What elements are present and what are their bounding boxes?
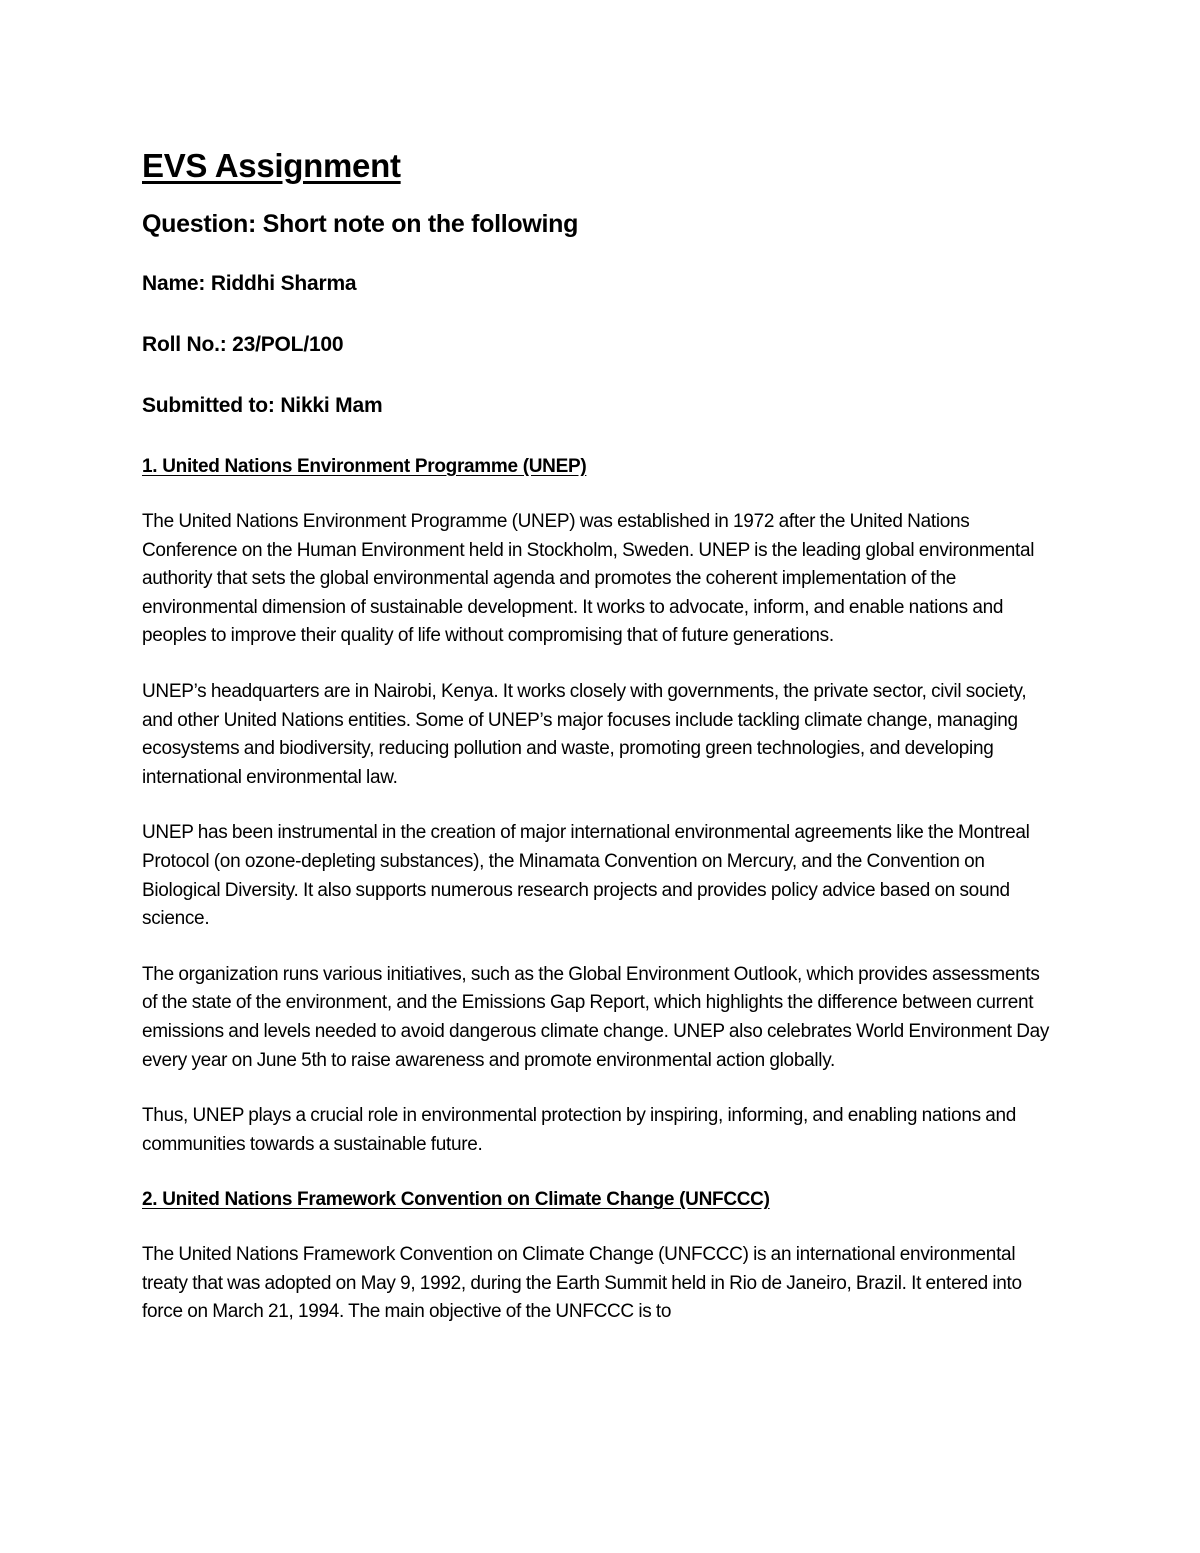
paragraph: The United Nations Framework Convention on Climate Change (UNFCCC) is an international environmental treaty that was adopted on May 9, 1992, during the Earth Summit held in Rio de Janeiro, Brazil. It entered into force on March 21, 1994. The main objective of the UNFCCC is to (142, 1244, 1022, 1323)
section-unfccc (142, 1186, 1057, 1327)
document-body (142, 146, 1057, 1327)
section-heading-unep: 1. United Nations Environment Programme (UNEP) (142, 456, 587, 477)
submitted-to: Submitted to: Nikki Mam (142, 394, 383, 417)
section-heading-unfccc: 2. United Nations Framework Convention on Climate Change (UNFCCC) (142, 1189, 770, 1211)
paragraph: UNEP’s headquarters are in Nairobi, Kenya. It works closely with governments, the private sector, civil society, and other United Nations entities. Some of UNEP’s major focuses include tackling climate change, managing ecosystems and biodiversity, reducing pollution and waste, promoting green technologies, and developing international environmental law. (142, 680, 1027, 788)
document-title: EVS Assignment (142, 147, 401, 184)
student-name: Name: Riddhi Sharma (142, 272, 357, 295)
question-line: Question: Short note on the following (142, 210, 579, 238)
paragraph: The United Nations Environment Programme (UNEP) was established in 1972 after the United Nations Conference on the Human Environment held in Stockholm, Sweden. UNEP is the leading global environmental authority that sets the global environmental agenda and promotes the coherent implementation of the environmental dimension of sustainable development. It works to advocate, inform, and enable nations and peoples to improve their quality of life without compromising that of future generations. (142, 511, 1035, 647)
paragraph: The organization runs various initiatives, such as the Global Environment Outlook, which provides assessments of the state of the environment, and the Emissions Gap Report, which highlights the difference between current emissions and levels needed to avoid dangerous climate change. UNEP also celebrates World Environment Day every year on June 5th to raise awareness and promote environmental action globally. (142, 963, 1050, 1071)
paragraph: UNEP has been instrumental in the creation of major international environmental agreements like the Montreal Protocol (on ozone-depleting substances), the Minamata Convention on Mercury, and the Convention on Biological Diversity. It also supports numerous research projects and provides policy advice based on sound science. (142, 822, 1030, 930)
paragraph: Thus, UNEP plays a crucial role in environmental protection by inspiring, informing, and enabling nations and communities towards a sustainable future. (142, 1105, 1017, 1155)
section-unep (142, 453, 1057, 1159)
roll-number: Roll No.: 23/POL/100 (142, 333, 344, 356)
